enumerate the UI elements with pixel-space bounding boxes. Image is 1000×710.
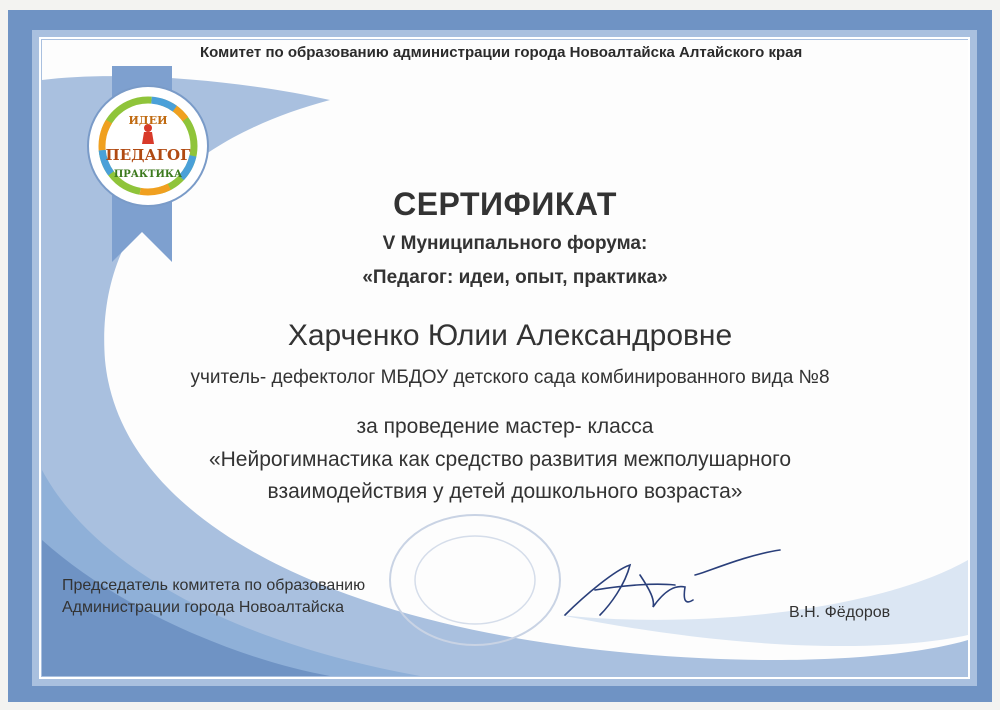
signature	[555, 545, 795, 625]
signatory-name: В.Н. Фёдоров	[789, 604, 891, 621]
certificate-title: СЕРТИФИКАТ	[393, 186, 617, 222]
chair-title-line-1: Председатель комитета по образованию	[62, 577, 366, 594]
header-committee: Комитет по образованию администрации города Новоалтайска Алтайского края	[200, 44, 803, 61]
forum-line-1: V Муниципального форума:	[382, 233, 648, 254]
emblem-label-top: ИДЕИ	[128, 114, 168, 127]
recipient-name: Харченко Юлии Александровне	[287, 319, 733, 352]
emblem-label-main: ПЕДАГОГ	[105, 146, 191, 164]
forum-line-2: «Педагог: идеи, опыт, практика»	[362, 267, 668, 288]
chair-title-line-2: Администрации города Новоалтайска	[62, 599, 344, 616]
topic-line-2: взаимодействия у детей дошкольного возраста»	[267, 480, 743, 503]
topic-line-1: «Нейрогимнастика как средство развития межполушарного	[208, 448, 792, 471]
stamp-watermark	[380, 505, 570, 655]
recipient-position: учитель- дефектолог МБДОУ детского сада комбинированного вида №8	[190, 367, 830, 388]
emblem-label-bottom: ПРАКТИКА	[113, 169, 183, 180]
award-reason: за проведение мастер- класса	[356, 415, 654, 438]
